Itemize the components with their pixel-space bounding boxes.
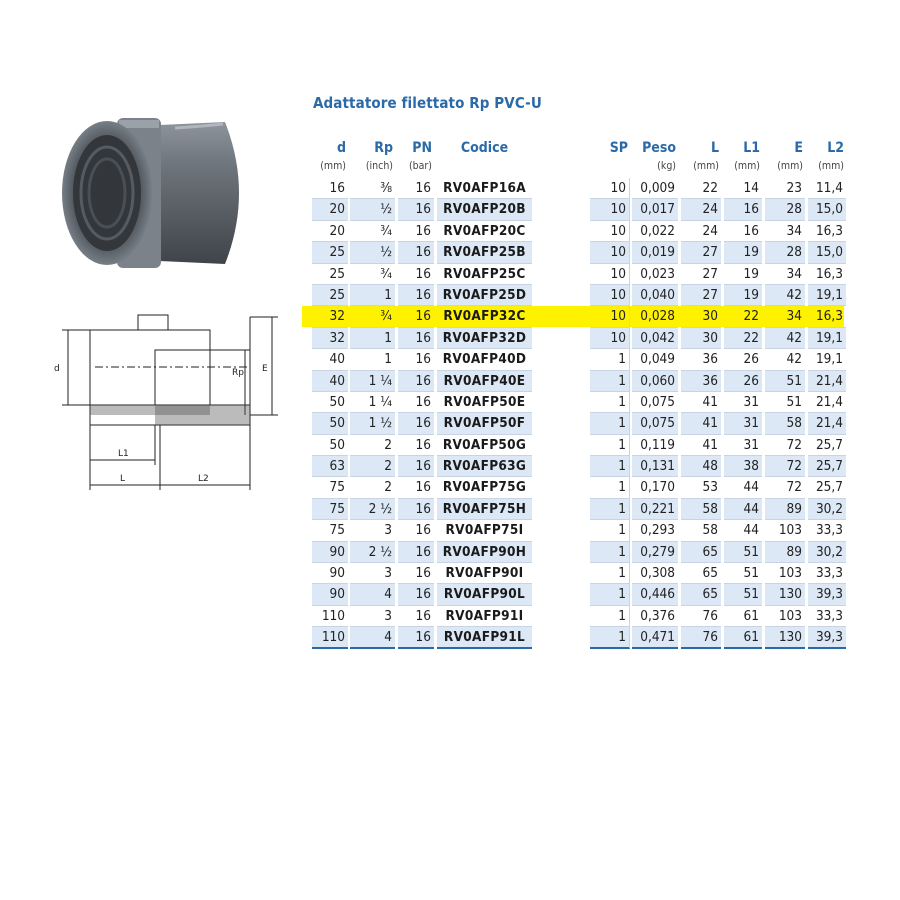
cell-e: 51 xyxy=(765,392,805,413)
column-l2 xyxy=(808,138,846,649)
unit-e: (mm) xyxy=(777,160,803,172)
cell-rp: ¾ xyxy=(350,264,395,285)
cell-peso: 0,446 xyxy=(632,584,678,605)
cell-l2: 15,0 xyxy=(808,199,846,220)
cell-e: 51 xyxy=(765,371,805,392)
cell-l1: 61 xyxy=(724,627,762,648)
cell-d: 50 xyxy=(312,413,348,434)
column-d xyxy=(312,138,348,649)
cell-sp: 1 xyxy=(590,563,630,584)
cell-l: 27 xyxy=(681,242,721,263)
cell-l: 65 xyxy=(681,584,721,605)
cell-sp: 1 xyxy=(590,499,630,520)
cell-code: RV0AFP20C xyxy=(437,221,532,242)
cell-l1: 26 xyxy=(724,349,762,370)
cell-l: 76 xyxy=(681,627,721,648)
technical-drawing xyxy=(40,305,290,505)
cell-e: 23 xyxy=(765,178,805,199)
cell-rp: 3 xyxy=(350,606,395,627)
cell-e: 89 xyxy=(765,499,805,520)
cell-rp: 2 xyxy=(350,456,395,477)
cell-l: 24 xyxy=(681,199,721,220)
cell-pn: 16 xyxy=(398,371,434,392)
cell-l2: 25,7 xyxy=(808,477,846,498)
cell-rp: 1 xyxy=(350,349,395,370)
cell-d: 50 xyxy=(312,392,348,413)
cell-rp: ¾ xyxy=(350,221,395,242)
cell-d: 63 xyxy=(312,456,348,477)
cell-pn: 16 xyxy=(398,221,434,242)
cell-l: 22 xyxy=(681,178,721,199)
cell-pn: 16 xyxy=(398,178,434,199)
cell-d: 16 xyxy=(312,178,348,199)
cell-peso: 0,049 xyxy=(632,349,678,370)
cell-e: 42 xyxy=(765,328,805,349)
column-code xyxy=(437,138,532,649)
cell-l: 24 xyxy=(681,221,721,242)
cell-code: RV0AFP50E xyxy=(437,392,532,413)
cell-e: 42 xyxy=(765,285,805,306)
cell-l2: 11,4 xyxy=(808,178,846,199)
cell-rp: ½ xyxy=(350,199,395,220)
product-title: Adattatore filettato Rp PVC-U xyxy=(313,94,542,112)
cell-d: 75 xyxy=(312,477,348,498)
cell-sp: 10 xyxy=(590,221,630,242)
column-sp xyxy=(590,138,630,649)
cell-l1: 51 xyxy=(724,563,762,584)
cell-pn: 16 xyxy=(398,328,434,349)
cell-l: 41 xyxy=(681,435,721,456)
cell-sp: 1 xyxy=(590,477,630,498)
drawing-label-d: d xyxy=(54,364,60,374)
cell-code: RV0AFP91L xyxy=(437,627,532,648)
column-rp xyxy=(350,138,395,649)
cell-code: RV0AFP63G xyxy=(437,456,532,477)
cell-l1: 22 xyxy=(724,306,762,327)
cell-peso: 0,019 xyxy=(632,242,678,263)
cell-l2: 25,7 xyxy=(808,435,846,456)
cell-peso: 0,075 xyxy=(632,392,678,413)
cell-d: 25 xyxy=(312,264,348,285)
cell-sp: 1 xyxy=(590,456,630,477)
cell-code: RV0AFP50G xyxy=(437,435,532,456)
cell-l1: 31 xyxy=(724,435,762,456)
cell-l1: 19 xyxy=(724,264,762,285)
cell-l1: 16 xyxy=(724,199,762,220)
header-rp: Rp xyxy=(374,140,393,156)
cell-pn: 16 xyxy=(398,606,434,627)
cell-pn: 16 xyxy=(398,477,434,498)
cell-peso: 0,009 xyxy=(632,178,678,199)
cell-l1: 31 xyxy=(724,413,762,434)
cell-peso: 0,028 xyxy=(632,306,678,327)
cell-d: 50 xyxy=(312,435,348,456)
header-l2: L2 xyxy=(827,140,844,156)
cell-code: RV0AFP20B xyxy=(437,199,532,220)
cell-d: 25 xyxy=(312,242,348,263)
cell-peso: 0,040 xyxy=(632,285,678,306)
cell-peso: 0,017 xyxy=(632,199,678,220)
cell-pn: 16 xyxy=(398,542,434,563)
cell-sp: 1 xyxy=(590,520,630,541)
cell-rp: 1 xyxy=(350,285,395,306)
cell-l2: 21,4 xyxy=(808,392,846,413)
cell-l: 53 xyxy=(681,477,721,498)
cell-rp: ½ xyxy=(350,242,395,263)
unit-l1: (mm) xyxy=(734,160,760,172)
cell-l2: 19,1 xyxy=(808,285,846,306)
cell-d: 90 xyxy=(312,542,348,563)
cell-sp: 10 xyxy=(590,285,630,306)
cell-peso: 0,022 xyxy=(632,221,678,242)
cell-peso: 0,075 xyxy=(632,413,678,434)
cell-sp: 1 xyxy=(590,435,630,456)
cell-d: 20 xyxy=(312,199,348,220)
cell-e: 72 xyxy=(765,435,805,456)
header-peso: Peso xyxy=(642,140,676,156)
cell-peso: 0,060 xyxy=(632,371,678,392)
cell-l1: 44 xyxy=(724,499,762,520)
cell-rp: 3 xyxy=(350,520,395,541)
cell-l1: 61 xyxy=(724,606,762,627)
cell-l1: 44 xyxy=(724,477,762,498)
cell-pn: 16 xyxy=(398,306,434,327)
cell-l2: 30,2 xyxy=(808,542,846,563)
cell-code: RV0AFP40D xyxy=(437,349,532,370)
cell-code: RV0AFP90L xyxy=(437,584,532,605)
cell-l2: 21,4 xyxy=(808,371,846,392)
cell-d: 90 xyxy=(312,584,348,605)
cell-l: 36 xyxy=(681,349,721,370)
cell-rp: 2 xyxy=(350,435,395,456)
cell-e: 28 xyxy=(765,242,805,263)
cell-l1: 31 xyxy=(724,392,762,413)
header-d: d xyxy=(336,140,346,156)
cell-e: 28 xyxy=(765,199,805,220)
cell-peso: 0,119 xyxy=(632,435,678,456)
cell-sp: 1 xyxy=(590,542,630,563)
cell-l2: 30,2 xyxy=(808,499,846,520)
cell-sp: 1 xyxy=(590,371,630,392)
cell-d: 110 xyxy=(312,627,348,648)
cell-d: 75 xyxy=(312,520,348,541)
cell-rp: 3 xyxy=(350,563,395,584)
cell-sp: 1 xyxy=(590,349,630,370)
cell-l2: 16,3 xyxy=(808,264,846,285)
drawing-label-e: E xyxy=(262,364,268,374)
cell-code: RV0AFP75H xyxy=(437,499,532,520)
column-pn xyxy=(398,138,434,649)
cell-l: 65 xyxy=(681,542,721,563)
cell-code: RV0AFP90I xyxy=(437,563,532,584)
cell-d: 20 xyxy=(312,221,348,242)
cell-e: 89 xyxy=(765,542,805,563)
cell-l2: 39,3 xyxy=(808,584,846,605)
cell-sp: 10 xyxy=(590,306,630,327)
drawing-label-l: L xyxy=(120,474,126,484)
cell-l2: 33,3 xyxy=(808,606,846,627)
cell-pn: 16 xyxy=(398,499,434,520)
cell-rp: 1 ¼ xyxy=(350,371,395,392)
cell-rp: 1 ¼ xyxy=(350,392,395,413)
cell-pn: 16 xyxy=(398,285,434,306)
unit-l: (mm) xyxy=(693,160,719,172)
cell-code: RV0AFP25D xyxy=(437,285,532,306)
cell-l1: 44 xyxy=(724,520,762,541)
cell-sp: 10 xyxy=(590,199,630,220)
cell-l: 41 xyxy=(681,413,721,434)
cell-rp: ¾ xyxy=(350,306,395,327)
header-l1: L1 xyxy=(743,140,760,156)
cell-rp: ⅜ xyxy=(350,178,395,199)
cell-d: 32 xyxy=(312,306,348,327)
cell-peso: 0,279 xyxy=(632,542,678,563)
cell-e: 103 xyxy=(765,520,805,541)
cell-pn: 16 xyxy=(398,349,434,370)
cell-sp: 1 xyxy=(590,413,630,434)
cell-pn: 16 xyxy=(398,264,434,285)
cell-rp: 4 xyxy=(350,584,395,605)
cell-code: RV0AFP25B xyxy=(437,242,532,263)
cell-e: 58 xyxy=(765,413,805,434)
unit-pn: (bar) xyxy=(408,160,432,172)
product-photo xyxy=(55,108,255,278)
cell-e: 103 xyxy=(765,563,805,584)
cell-sp: 10 xyxy=(590,328,630,349)
cell-pn: 16 xyxy=(398,584,434,605)
cell-peso: 0,023 xyxy=(632,264,678,285)
cell-l1: 26 xyxy=(724,371,762,392)
cell-d: 32 xyxy=(312,328,348,349)
cell-code: RV0AFP91I xyxy=(437,606,532,627)
unit-rp: (inch) xyxy=(365,160,393,172)
cell-l2: 33,3 xyxy=(808,520,846,541)
unit-peso: (kg) xyxy=(657,160,676,172)
cell-l1: 16 xyxy=(724,221,762,242)
cell-l1: 22 xyxy=(724,328,762,349)
cell-peso: 0,293 xyxy=(632,520,678,541)
cell-l1: 51 xyxy=(724,542,762,563)
cell-l: 58 xyxy=(681,499,721,520)
cell-d: 75 xyxy=(312,499,348,520)
cell-e: 34 xyxy=(765,264,805,285)
cell-peso: 0,221 xyxy=(632,499,678,520)
cell-e: 72 xyxy=(765,477,805,498)
header-pn: PN xyxy=(412,140,432,156)
header-l: L xyxy=(710,140,719,156)
column-peso xyxy=(632,138,678,649)
cell-sp: 1 xyxy=(590,606,630,627)
cell-e: 42 xyxy=(765,349,805,370)
cell-pn: 16 xyxy=(398,392,434,413)
cell-code: RV0AFP75I xyxy=(437,520,532,541)
cell-pn: 16 xyxy=(398,199,434,220)
column-l xyxy=(681,138,721,649)
column-e xyxy=(765,138,805,649)
cell-e: 34 xyxy=(765,306,805,327)
cell-peso: 0,308 xyxy=(632,563,678,584)
cell-l1: 19 xyxy=(724,285,762,306)
cell-rp: 4 xyxy=(350,627,395,648)
cell-d: 90 xyxy=(312,563,348,584)
cell-d: 110 xyxy=(312,606,348,627)
cell-code: RV0AFP25C xyxy=(437,264,532,285)
cell-l2: 19,1 xyxy=(808,349,846,370)
cell-pn: 16 xyxy=(398,413,434,434)
cell-peso: 0,471 xyxy=(632,627,678,648)
unit-l2: (mm) xyxy=(818,160,844,172)
cell-rp: 1 ½ xyxy=(350,413,395,434)
cell-sp: 1 xyxy=(590,627,630,648)
drawing-label-rp: Rp xyxy=(232,368,244,378)
cell-sp: 10 xyxy=(590,242,630,263)
cell-l2: 16,3 xyxy=(808,306,846,327)
cell-sp: 10 xyxy=(590,264,630,285)
header-sp: SP xyxy=(609,140,628,156)
cell-l: 41 xyxy=(681,392,721,413)
cell-rp: 1 xyxy=(350,328,395,349)
cell-l: 58 xyxy=(681,520,721,541)
cell-e: 130 xyxy=(765,627,805,648)
cell-code: RV0AFP16A xyxy=(437,178,532,199)
cell-peso: 0,170 xyxy=(632,477,678,498)
cell-pn: 16 xyxy=(398,242,434,263)
cell-sp: 1 xyxy=(590,584,630,605)
cell-l1: 14 xyxy=(724,178,762,199)
cell-pn: 16 xyxy=(398,456,434,477)
cell-pn: 16 xyxy=(398,627,434,648)
cell-l1: 19 xyxy=(724,242,762,263)
cell-l: 65 xyxy=(681,563,721,584)
drawing-label-l1: L1 xyxy=(118,449,129,459)
cell-pn: 16 xyxy=(398,563,434,584)
cell-l2: 16,3 xyxy=(808,221,846,242)
cell-peso: 0,131 xyxy=(632,456,678,477)
cell-d: 40 xyxy=(312,371,348,392)
cell-code: RV0AFP32D xyxy=(437,328,532,349)
cell-l2: 39,3 xyxy=(808,627,846,648)
cell-e: 72 xyxy=(765,456,805,477)
cell-l: 36 xyxy=(681,371,721,392)
cell-l2: 19,1 xyxy=(808,328,846,349)
cell-l1: 38 xyxy=(724,456,762,477)
unit-d: (mm) xyxy=(320,160,346,172)
cell-peso: 0,042 xyxy=(632,328,678,349)
cell-d: 25 xyxy=(312,285,348,306)
cell-pn: 16 xyxy=(398,520,434,541)
cell-code: RV0AFP40E xyxy=(437,371,532,392)
cell-l2: 33,3 xyxy=(808,563,846,584)
cell-e: 103 xyxy=(765,606,805,627)
cell-l: 48 xyxy=(681,456,721,477)
cell-code: RV0AFP90H xyxy=(437,542,532,563)
column-l1 xyxy=(724,138,762,649)
cell-l: 76 xyxy=(681,606,721,627)
cell-l1: 51 xyxy=(724,584,762,605)
cell-l: 30 xyxy=(681,306,721,327)
cell-l: 27 xyxy=(681,264,721,285)
cell-e: 130 xyxy=(765,584,805,605)
cell-sp: 10 xyxy=(590,178,630,199)
cell-code: RV0AFP32C xyxy=(437,306,532,327)
header-e: E xyxy=(794,140,803,156)
cell-code: RV0AFP75G xyxy=(437,477,532,498)
cell-pn: 16 xyxy=(398,435,434,456)
cell-e: 34 xyxy=(765,221,805,242)
cell-l: 27 xyxy=(681,285,721,306)
cell-l: 30 xyxy=(681,328,721,349)
header-code: Codice xyxy=(460,140,509,156)
cell-l2: 21,4 xyxy=(808,413,846,434)
drawing-label-l2: L2 xyxy=(198,474,209,484)
cell-rp: 2 ½ xyxy=(350,542,395,563)
cell-d: 40 xyxy=(312,349,348,370)
cell-rp: 2 ½ xyxy=(350,499,395,520)
cell-peso: 0,376 xyxy=(632,606,678,627)
cell-l2: 15,0 xyxy=(808,242,846,263)
cell-code: RV0AFP50F xyxy=(437,413,532,434)
cell-l2: 25,7 xyxy=(808,456,846,477)
cell-rp: 2 xyxy=(350,477,395,498)
cell-sp: 1 xyxy=(590,392,630,413)
